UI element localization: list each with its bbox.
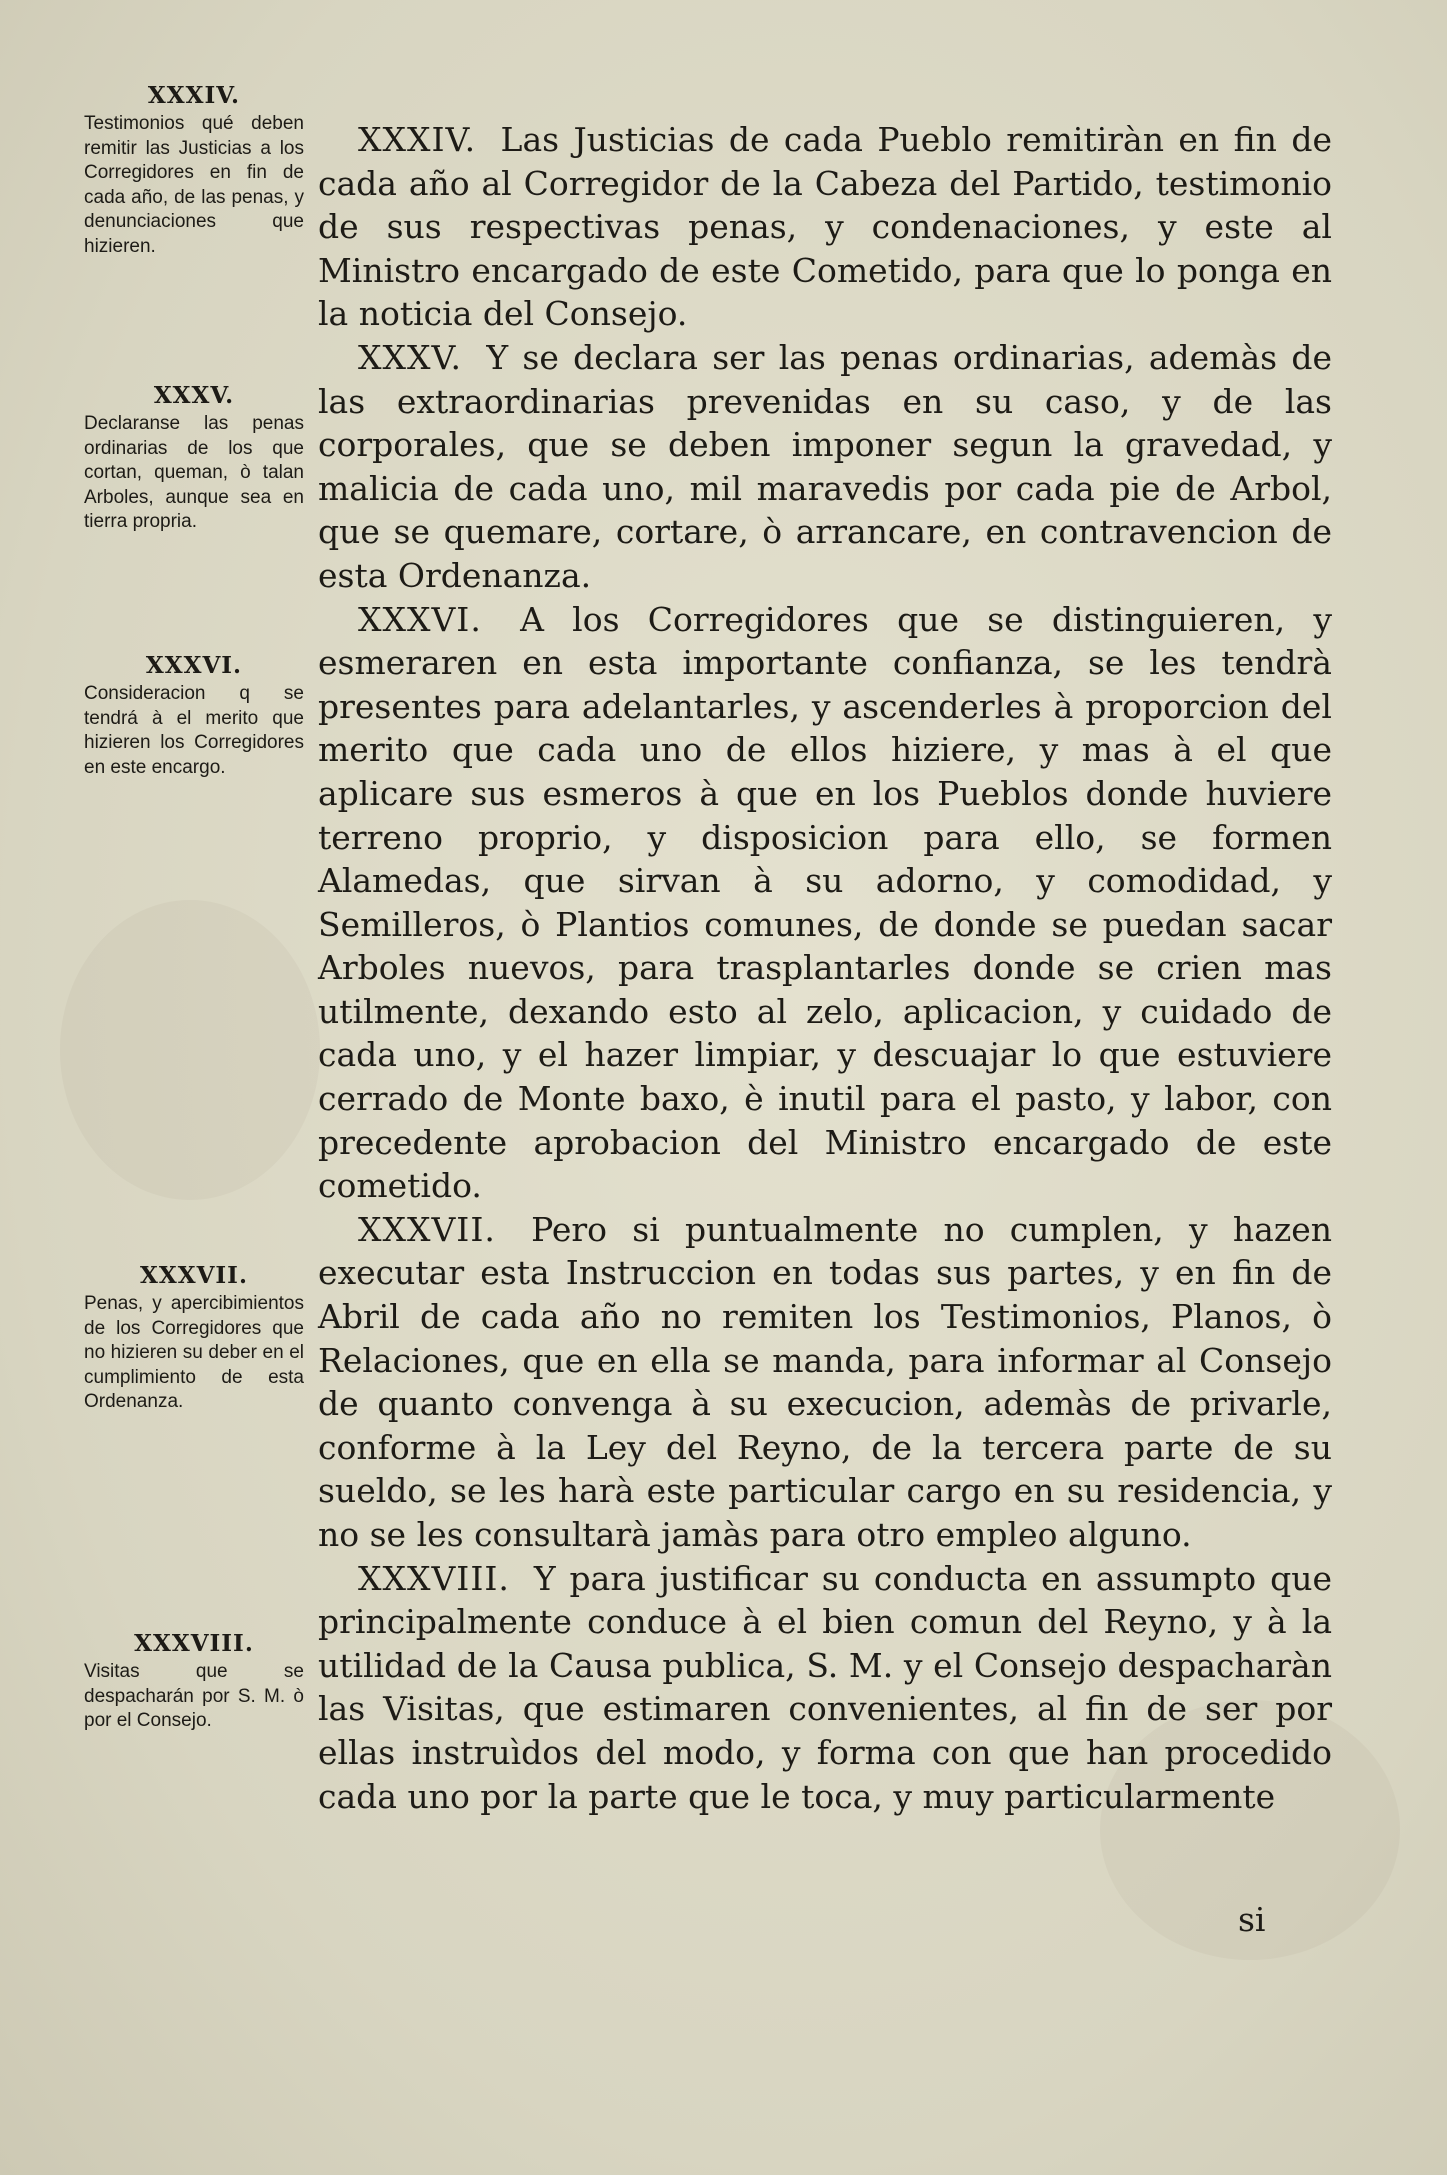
- margin-note-heading: XXXIV.: [147, 82, 241, 109]
- paragraph-text: Y se declara ser las penas ordinarias, ademàs de las extraordinarias prevenidas en su caso, y de las corporales, que se deben imponer segun la gravedad, y malicia de cada uno, mil maravedis por cada pie de Arbol, que se quemare, cortare, ò arrancare, en contravencion de esta Ordenanza.: [318, 337, 1332, 595]
- margin-note: [84, 1630, 304, 1734]
- margin-note: [84, 652, 304, 780]
- margin-note: [84, 1262, 304, 1415]
- paragraph-text: A los Corregidores que se distinguieren, y esmeraren en esta importante confianza, se les tendrà presentes para adelantarles, y ascenderles à proporcion del merito que cada uno de ellos hiziere, y mas à el que aplicare sus esmeros à que en los Pueblos donde huviere terreno proprio, y disposicion para ello, se formen Alamedas, que sirvan à su adorno, y comodidad, y Semilleros, ò Plantios comunes, de donde se puedan sacar Arboles nuevos, para trasplantarles donde se crien mas utilmente, dexando esto al zelo, aplicacion, y cuidado de cada uno, y el hazer limpiar, y descuajar lo que estuviere cerrado de Monte baxo, è inutil para el pasto, y labor, con precedente aprobacion del Ministro encargado de este cometido.: [318, 599, 1332, 1206]
- paragraph-number: XXXVI.: [358, 599, 482, 639]
- paragraph: [318, 1208, 1332, 1557]
- margin-note: [84, 382, 304, 535]
- main-text: [318, 118, 1332, 1818]
- margin-note-heading: XXXVI.: [145, 652, 243, 679]
- paragraph: [318, 1557, 1332, 1819]
- margin-note-text: Testimonios qué deben remitir las Justicias a los Corregidores en fin de cada año, de las penas, y denunciaciones que hizieren.: [84, 113, 304, 257]
- paragraph-text: Las Justicias de cada Pueblo remitiràn en fin de cada año al Corregidor de la Cabeza del Partido, testimonio de sus respectivas penas, y condenaciones, y este al Ministro encargado de este Cometido, para que lo ponga en la noticia del Consejo.: [318, 120, 1332, 334]
- margin-note-text: Penas, y apercibimientos de los Corregidores que no hizieren su deber en el cumplimiento de esta Ordenanza.: [84, 1293, 304, 1412]
- margin-note-heading: XXXV.: [153, 382, 235, 409]
- paragraph-number: XXXIV.: [358, 120, 477, 159]
- margin-note: [84, 82, 304, 259]
- paper-stain: [60, 900, 320, 1200]
- paragraph-number: XXXVIII.: [358, 1558, 510, 1598]
- paragraph: [318, 336, 1332, 598]
- paragraph: [318, 598, 1332, 1208]
- margin-note-heading: XXXVIII.: [134, 1630, 254, 1657]
- margin-note-text: Declaranse las penas ordinarias de los que cortan, queman, ò talan Arboles, aunque sea en tierra propria.: [84, 413, 304, 532]
- paragraph-number: XXXVII.: [358, 1209, 496, 1249]
- margin-note-text: Consideracion q se tendrá à el merito que hizieren los Corregidores en este encargo.: [84, 683, 304, 778]
- margin-note-heading: XXXVII.: [140, 1262, 248, 1289]
- catchword: si: [1238, 1900, 1266, 1939]
- paragraph-number: XXXV.: [358, 337, 463, 377]
- paragraph-text: Pero si puntualmente no cumplen, y hazen executar esta Instruccion en todas sus partes, y en fin de Abril de cada año no remiten los Testimonios, Planos, ò Relaciones, que en ella se manda, para informar al Consejo de quanto convenga à su execucion, ademàs de privarle, conforme à la Ley del Reyno, de la tercera parte de su sueldo, se les harà este particular cargo en su residencia, y no se les consultarà jamàs para otro empleo alguno.: [318, 1209, 1332, 1554]
- paragraph: [318, 118, 1332, 336]
- margin-note-text: Visitas que se despacharán por S. M. ò por el Consejo.: [84, 1661, 304, 1731]
- paragraph-text: Y para justificar su conducta en assumpto que principalmente conduce à el bien comun del Reyno, y à la utilidad de la Causa publica, S. M. y el Consejo despacharàn las Visitas, que estimaren convenientes, al fin de ser por ellas instruìdos del modo, y forma con que han procedido cada uno por la parte que le toca, y muy particularmente: [318, 1558, 1332, 1816]
